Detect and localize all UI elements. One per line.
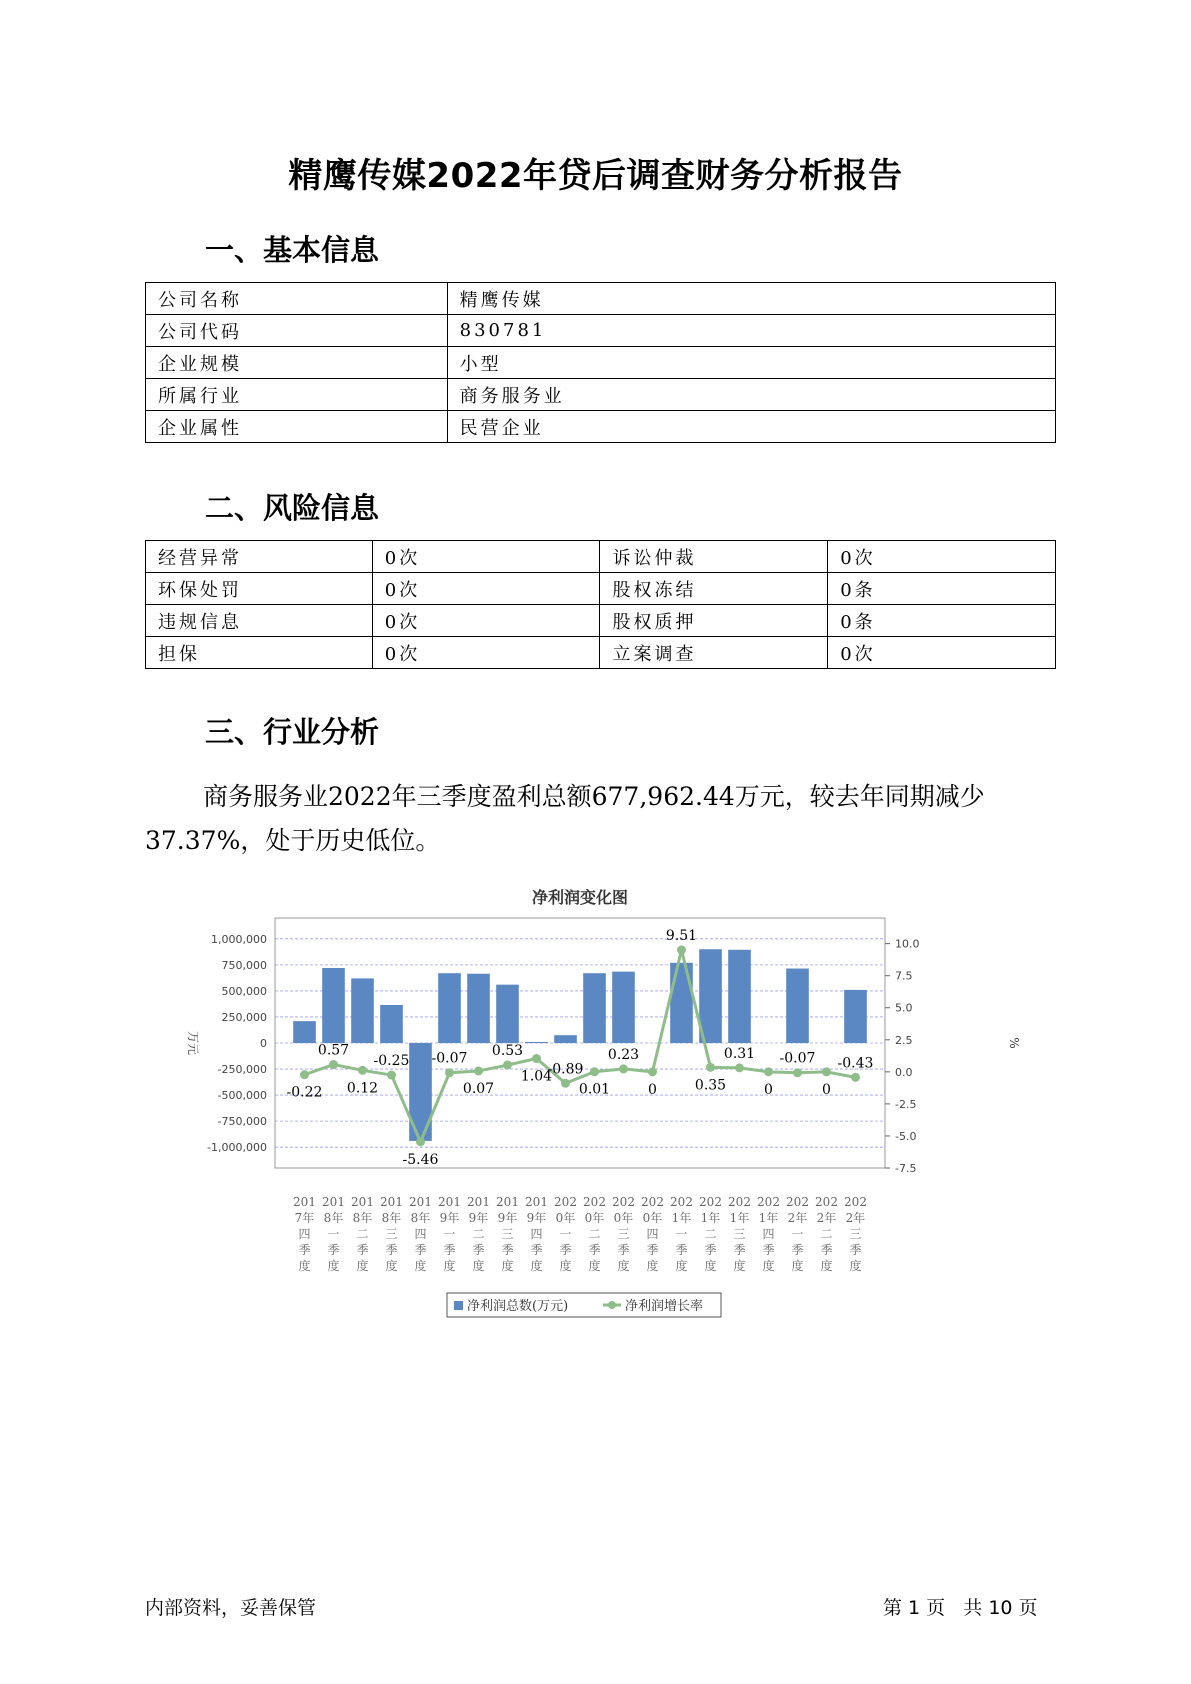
y2-tick-label: 7.5	[895, 969, 913, 983]
profit-bar	[554, 1035, 577, 1043]
x-tick-label: 四	[530, 1227, 543, 1241]
risk-label: 担保	[146, 637, 373, 669]
x-tick-label: 度	[791, 1259, 804, 1273]
x-tick-label: 8年	[352, 1211, 373, 1225]
y2-tick-label: 0.0	[895, 1065, 913, 1079]
y-tick-label: -1,000,000	[207, 1141, 267, 1155]
legend-line-marker	[608, 1301, 616, 1309]
risk-label: 违规信息	[146, 605, 373, 637]
x-tick-label: 四	[762, 1227, 775, 1241]
x-tick-label: 度	[675, 1259, 688, 1273]
risk-value: 0次	[372, 541, 600, 573]
risk-value: 0次	[828, 541, 1056, 573]
x-tick-label: 度	[414, 1259, 427, 1273]
section-heading-risk: 二、风险信息	[205, 491, 380, 525]
y2-tick-label: -7.5	[895, 1162, 917, 1175]
x-tick-label: 季	[298, 1243, 311, 1257]
growth-data-label: 0	[822, 1081, 831, 1098]
page-number: 第 1 页 共 10 页	[883, 1597, 1038, 1619]
profit-bar	[670, 963, 693, 1043]
basic-info-value: 商务服务业	[447, 379, 1055, 411]
x-tick-label: 2年	[845, 1211, 866, 1225]
x-tick-label: 度	[762, 1259, 775, 1273]
growth-data-label: 9.51	[665, 927, 698, 944]
basic-info-label: 企业规模	[146, 347, 448, 379]
basic-info-row	[146, 347, 1056, 379]
risk-info-row	[146, 605, 1056, 637]
legend-bar-swatch	[454, 1301, 463, 1310]
risk-value: 0次	[828, 637, 1056, 669]
x-tick-label: 一	[675, 1227, 688, 1241]
growth-data-label: -0.43	[837, 1055, 874, 1072]
x-tick-label: 0年	[613, 1211, 634, 1225]
x-tick-label: 201	[438, 1195, 461, 1209]
x-tick-label: 201	[380, 1195, 403, 1209]
x-tick-label: 季	[617, 1243, 630, 1257]
x-tick-label: 季	[588, 1243, 601, 1257]
x-tick-label: 一	[443, 1227, 456, 1241]
x-tick-label: 度	[646, 1259, 659, 1273]
x-tick-label: 9年	[526, 1211, 547, 1225]
x-tick-label: 三	[501, 1227, 514, 1241]
x-tick-label: 202	[786, 1195, 809, 1209]
x-tick-label: 202	[844, 1195, 867, 1209]
x-tick-label: 201	[322, 1195, 345, 1209]
risk-label: 环保处罚	[146, 573, 373, 605]
x-tick-label: 季	[501, 1243, 514, 1257]
y2-tick-label: 2.5	[895, 1033, 913, 1047]
profit-bar	[351, 978, 374, 1043]
x-tick-label: 季	[327, 1243, 340, 1257]
x-tick-label: 季	[820, 1243, 833, 1257]
risk-label: 经营异常	[146, 541, 373, 573]
x-tick-label: 202	[699, 1195, 722, 1209]
x-tick-label: 二	[588, 1227, 601, 1241]
profit-bar	[525, 1042, 548, 1043]
x-tick-label: 0年	[555, 1211, 576, 1225]
x-tick-label: 季	[733, 1243, 746, 1257]
profit-bar	[293, 1021, 316, 1043]
risk-info-row	[146, 637, 1056, 669]
growth-data-label: 0.07	[462, 1080, 495, 1097]
x-tick-label: 1年	[729, 1211, 750, 1225]
x-tick-label: 度	[704, 1259, 717, 1273]
x-tick-label: 201	[467, 1195, 490, 1209]
basic-info-value: 830781	[447, 315, 1055, 347]
profit-bar	[612, 972, 635, 1043]
x-tick-label: 一	[327, 1227, 340, 1241]
y-tick-label: 750,000	[221, 958, 267, 972]
x-tick-label: 201	[525, 1195, 548, 1209]
x-tick-label: 7年	[294, 1211, 315, 1225]
growth-point	[822, 1067, 831, 1076]
growth-point	[503, 1061, 512, 1070]
growth-data-label: 1.04	[520, 1068, 553, 1085]
x-tick-label: 季	[849, 1243, 862, 1257]
y-tick-label: 250,000	[221, 1010, 267, 1024]
x-tick-label: 三	[617, 1227, 630, 1241]
profit-bar	[583, 973, 606, 1043]
x-tick-label: 202	[757, 1195, 780, 1209]
risk-value: 0条	[828, 573, 1056, 605]
x-tick-label: 度	[559, 1259, 572, 1273]
growth-point	[329, 1060, 338, 1069]
growth-data-label: 0.23	[607, 1046, 640, 1063]
x-tick-label: 季	[559, 1243, 572, 1257]
x-tick-label: 季	[356, 1243, 369, 1257]
growth-point	[648, 1067, 657, 1076]
y-tick-label: 1,000,000	[211, 932, 267, 946]
growth-point	[735, 1063, 744, 1072]
x-tick-label: 201	[351, 1195, 374, 1209]
risk-info-row	[146, 541, 1056, 573]
basic-info-row	[146, 411, 1056, 443]
x-tick-label: 三	[849, 1227, 862, 1241]
growth-point	[590, 1067, 599, 1076]
x-tick-label: 季	[704, 1243, 717, 1257]
basic-info-table	[145, 282, 1056, 443]
x-tick-label: 季	[675, 1243, 688, 1257]
y-tick-label: -750,000	[217, 1115, 267, 1129]
x-tick-label: 季	[472, 1243, 485, 1257]
x-tick-label: 季	[791, 1243, 804, 1257]
profit-bar	[380, 1005, 403, 1043]
x-tick-label: 一	[791, 1227, 804, 1241]
risk-label: 股权冻结	[600, 573, 828, 605]
growth-data-label: -5.46	[402, 1151, 439, 1168]
growth-data-label: 0.57	[317, 1042, 350, 1059]
basic-info-row	[146, 283, 1056, 315]
y2-tick-label: -2.5	[895, 1097, 917, 1111]
x-tick-label: 度	[385, 1259, 398, 1273]
x-tick-label: 季	[414, 1243, 427, 1257]
x-tick-label: 二	[704, 1227, 717, 1241]
x-tick-label: 四	[298, 1227, 311, 1241]
x-tick-label: 度	[298, 1259, 311, 1273]
x-tick-label: 一	[559, 1227, 572, 1241]
growth-data-label: -0.07	[431, 1050, 468, 1067]
x-tick-label: 201	[293, 1195, 316, 1209]
y-tick-label: 0	[260, 1037, 267, 1050]
x-tick-label: 201	[496, 1195, 519, 1209]
y-tick-label: -250,000	[217, 1063, 267, 1077]
profit-bar	[699, 949, 722, 1043]
risk-value: 0条	[828, 605, 1056, 637]
x-tick-label: 8年	[381, 1211, 402, 1225]
x-tick-label: 三	[733, 1227, 746, 1241]
chart-title: 净利润变化图	[531, 888, 629, 907]
basic-info-value: 民营企业	[447, 411, 1055, 443]
x-tick-label: 202	[641, 1195, 664, 1209]
basic-info-label: 公司名称	[146, 283, 448, 315]
industry-paragraph	[145, 775, 1065, 863]
x-tick-label: 二	[820, 1227, 833, 1241]
x-tick-label: 9年	[497, 1211, 518, 1225]
industry-text: 商务服务业2022年三季度盈利总额677,962.44万元，较去年同期减少37.37%，处于历史低位。	[145, 782, 985, 855]
legend-bar-label: 净利润总数(万元)	[467, 1299, 569, 1314]
x-tick-label: 度	[501, 1259, 514, 1273]
x-tick-label: 9年	[468, 1211, 489, 1225]
growth-point	[474, 1066, 483, 1075]
growth-data-label: -0.07	[779, 1050, 816, 1067]
growth-data-label: -0.22	[286, 1084, 323, 1101]
x-tick-label: 度	[472, 1259, 485, 1273]
x-tick-label: 二	[356, 1227, 369, 1241]
profit-bar	[322, 968, 345, 1043]
risk-info-row	[146, 573, 1056, 605]
growth-data-label: 0.12	[346, 1080, 379, 1097]
x-tick-label: 202	[728, 1195, 751, 1209]
basic-info-label: 所属行业	[146, 379, 448, 411]
basic-info-value: 小型	[447, 347, 1055, 379]
x-tick-label: 1年	[700, 1211, 721, 1225]
profit-bar	[786, 969, 809, 1043]
footer-note: 内部资料，妥善保管	[145, 1597, 317, 1619]
growth-point	[706, 1063, 715, 1072]
basic-info-label: 企业属性	[146, 411, 448, 443]
x-tick-label: 度	[530, 1259, 543, 1273]
y-axis-label: 万元	[186, 1030, 200, 1056]
risk-label: 股权质押	[600, 605, 828, 637]
x-tick-label: 201	[409, 1195, 432, 1209]
growth-point	[532, 1054, 541, 1063]
growth-point	[300, 1070, 309, 1079]
growth-data-label: 0	[764, 1081, 773, 1098]
x-tick-label: 1年	[671, 1211, 692, 1225]
x-tick-label: 季	[762, 1243, 775, 1257]
growth-point	[445, 1068, 454, 1077]
basic-info-label: 公司代码	[146, 315, 448, 347]
x-tick-label: 四	[646, 1227, 659, 1241]
risk-value: 0次	[372, 637, 600, 669]
x-tick-label: 202	[612, 1195, 635, 1209]
section-heading-industry: 三、行业分析	[205, 715, 380, 749]
x-tick-label: 0年	[642, 1211, 663, 1225]
x-tick-label: 季	[530, 1243, 543, 1257]
growth-point	[851, 1073, 860, 1082]
growth-data-label: -0.25	[373, 1053, 410, 1070]
x-tick-label: 202	[670, 1195, 693, 1209]
x-tick-label: 四	[414, 1227, 427, 1241]
growth-point	[619, 1064, 628, 1073]
profit-bar	[467, 974, 490, 1043]
report-title: 精鹰传媒2022年贷后调查财务分析报告	[288, 156, 903, 196]
x-tick-label: 度	[820, 1259, 833, 1273]
risk-info-table	[145, 540, 1056, 669]
x-tick-label: 1年	[758, 1211, 779, 1225]
basic-info-value: 精鹰传媒	[447, 283, 1055, 315]
section-heading-basic: 一、基本信息	[205, 233, 380, 267]
risk-value: 0次	[372, 605, 600, 637]
growth-data-label: 0.35	[694, 1077, 727, 1094]
profit-bar	[728, 950, 751, 1043]
y2-tick-label: 5.0	[895, 1001, 913, 1015]
growth-data-label: 0.53	[491, 1043, 524, 1060]
net-profit-chart	[175, 885, 1035, 1345]
x-tick-label: 2年	[816, 1211, 837, 1225]
growth-data-label: 0	[648, 1081, 657, 1098]
basic-info-row	[146, 315, 1056, 347]
risk-label: 立案调查	[600, 637, 828, 669]
y2-tick-label: -5.0	[895, 1129, 917, 1143]
risk-value: 0次	[372, 573, 600, 605]
x-tick-label: 度	[588, 1259, 601, 1273]
x-tick-label: 202	[815, 1195, 838, 1209]
x-tick-label: 季	[385, 1243, 398, 1257]
x-tick-label: 8年	[323, 1211, 344, 1225]
profit-bar	[496, 985, 519, 1043]
growth-data-label: 0.01	[578, 1081, 611, 1098]
x-tick-label: 9年	[439, 1211, 460, 1225]
y2-axis-label: %	[1007, 1037, 1021, 1049]
risk-label: 诉讼仲裁	[600, 541, 828, 573]
x-tick-label: 度	[327, 1259, 340, 1273]
y-tick-label: -500,000	[217, 1089, 267, 1103]
profit-bar	[844, 990, 867, 1043]
x-tick-label: 202	[583, 1195, 606, 1209]
x-tick-label: 三	[385, 1227, 398, 1241]
x-tick-label: 度	[356, 1259, 369, 1273]
x-tick-label: 202	[554, 1195, 577, 1209]
growth-data-label: 0.31	[723, 1045, 756, 1062]
basic-info-row	[146, 379, 1056, 411]
x-tick-label: 度	[733, 1259, 746, 1273]
profit-bar	[438, 973, 461, 1043]
growth-point	[677, 945, 686, 954]
growth-point	[793, 1068, 802, 1077]
growth-point	[416, 1137, 425, 1146]
x-tick-label: 度	[849, 1259, 862, 1273]
growth-data-label: -0.89	[547, 1061, 584, 1078]
x-tick-label: 2年	[787, 1211, 808, 1225]
growth-point	[764, 1067, 773, 1076]
growth-point	[358, 1066, 367, 1075]
x-tick-label: 度	[443, 1259, 456, 1273]
growth-point	[561, 1079, 570, 1088]
x-tick-label: 季	[443, 1243, 456, 1257]
legend-line-label: 净利润增长率	[625, 1299, 704, 1314]
growth-point	[387, 1071, 396, 1080]
x-tick-label: 8年	[410, 1211, 431, 1225]
x-tick-label: 度	[617, 1259, 630, 1273]
x-tick-label: 季	[646, 1243, 659, 1257]
y2-tick-label: 10.0	[895, 937, 920, 951]
x-tick-label: 0年	[584, 1211, 605, 1225]
y-tick-label: 500,000	[221, 984, 267, 998]
x-tick-label: 二	[472, 1227, 485, 1241]
